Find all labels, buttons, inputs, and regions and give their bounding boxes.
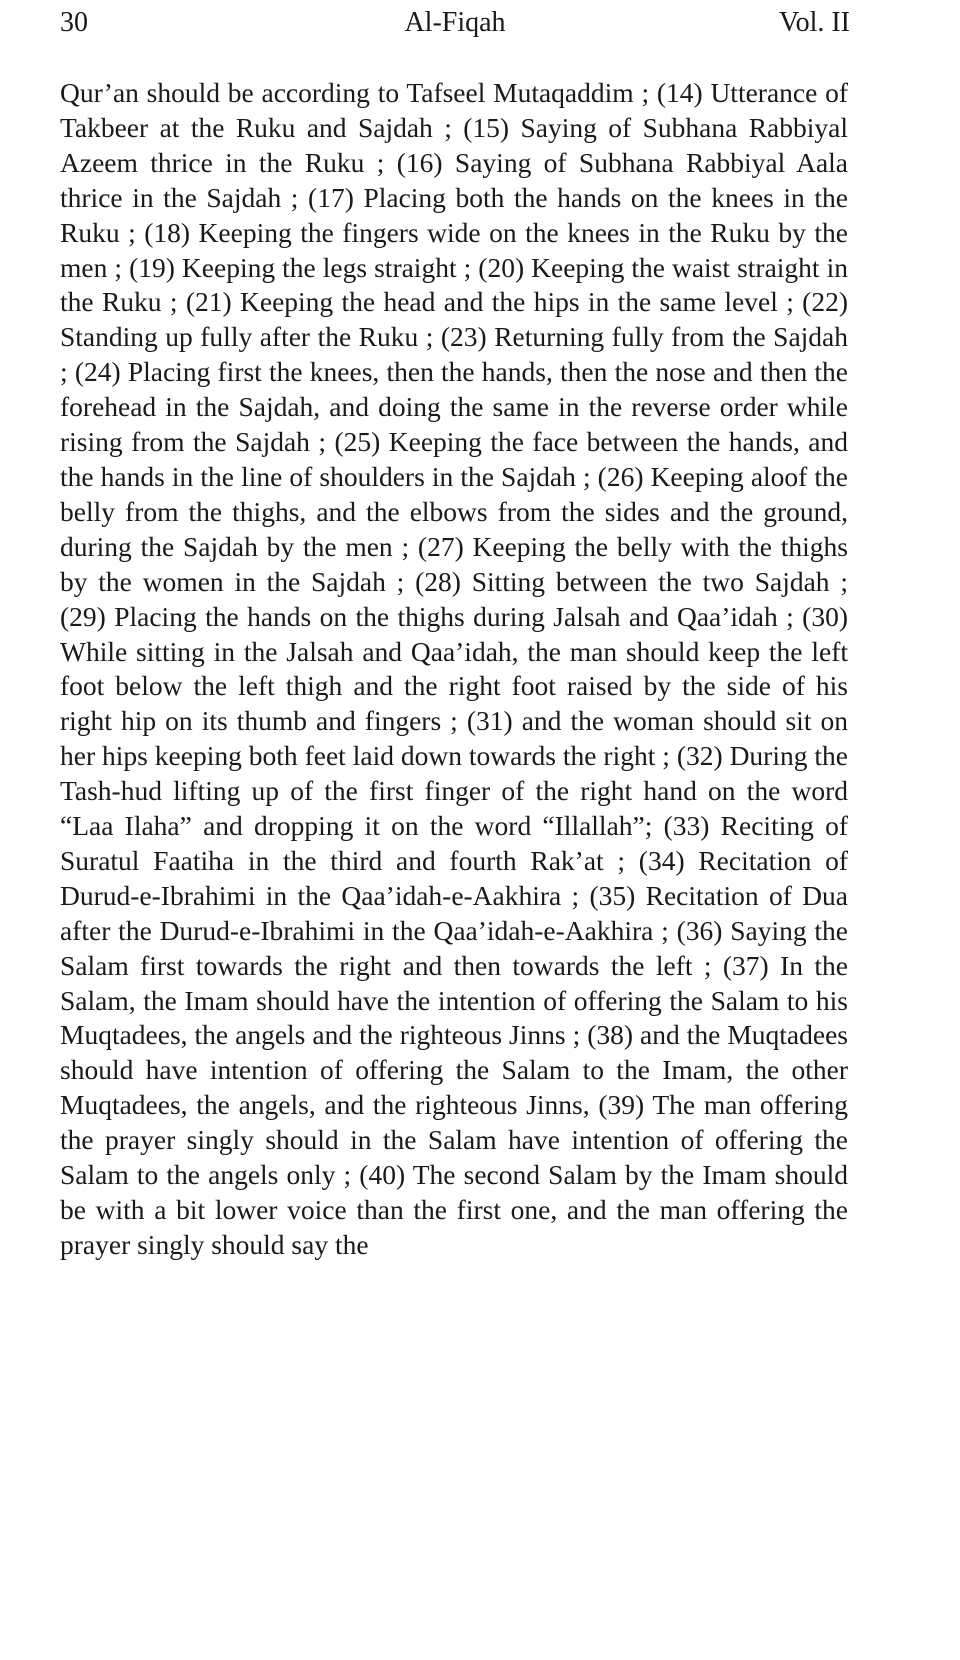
volume-label: Vol. II [778,7,850,38]
running-header [60,6,850,40]
body-paragraph: Qur’an should be according to Tafseel Mutaqaddim ; (14) Utterance of Takbeer at the Ruku and Sajdah ; (15) Saying of Subhana Rabbiyal Azeem thrice in the Ruku ; (16) Saying of Subhana Rabbiyal Aala thrice in the Sajdah ; (17) Placing both the hands on the knees in the Ruku ; (18) Keeping the fingers wide on the knees in the Ruku by the men ; (19) Keeping the legs straight ; (20) Keeping the waist straight in the Ruku ; (21) Keeping the head and the hips in the same level ; (22) Standing up fully after the Ruku ; (23) Returning fully from the Sajdah ; (24) Placing first the knees, then the hands, then the nose and then the forehead in the Sajdah, and doing the same in the reverse order while rising from the Sajdah ; (25) Keeping the face between the hands, and the hands in the line of shoulders in the Sajdah ; (26) Keeping aloof the belly from the thighs, and the elbows from the sides and the ground, during the Sajdah by the men ; (27) Keeping the belly with the thighs by the women in the Sajdah ; (28) Sitting between the two Sajdah ; (29) Placing the hands on the thighs during Jalsah and Qaa’idah ; (30) While sitting in the Jalsah and Qaa’idah, the man should keep the left foot below the left thigh and the right foot raised by the side of his right hip on its thumb and fingers ; (31) and the woman should sit on her hips keeping both feet laid down towards the right ; (32) During the Tash-hud lifting up of the first finger of the right hand on the word “Laa Ilaha” and dropping it on the word “Illallah”; (33) Reciting of Suratul Faatiha in the third and fourth Rak’at ; (34) Recitation of Durud-e-Ibrahimi in the Qaa’idah-e-Aakhira ; (35) Recitation of Dua after the Durud-e-Ibrahimi in the Qaa’idah-e-Aakhira ; (36) Saying the Salam first towards the right and then towards the left ; (37) In the Salam, the Imam should have the intention of offering the Salam to his Muqtadees, the angels and the righteous Jinns ; (38) and the Muqtadees should have intention of offering the Salam to the Imam, the other Muqtadees, the angels, and the righteous Jinns, (39) The man offering the prayer singly should in the Salam have intention of offering the Salam to the angels only ; (40) The second Salam by the Imam should be with a bit lower voice than the first one, and the man offering the prayer singly should say the [60,77,848,1260]
book-title: Al-Fiqah [404,7,506,38]
page-number: 30 [60,7,88,38]
